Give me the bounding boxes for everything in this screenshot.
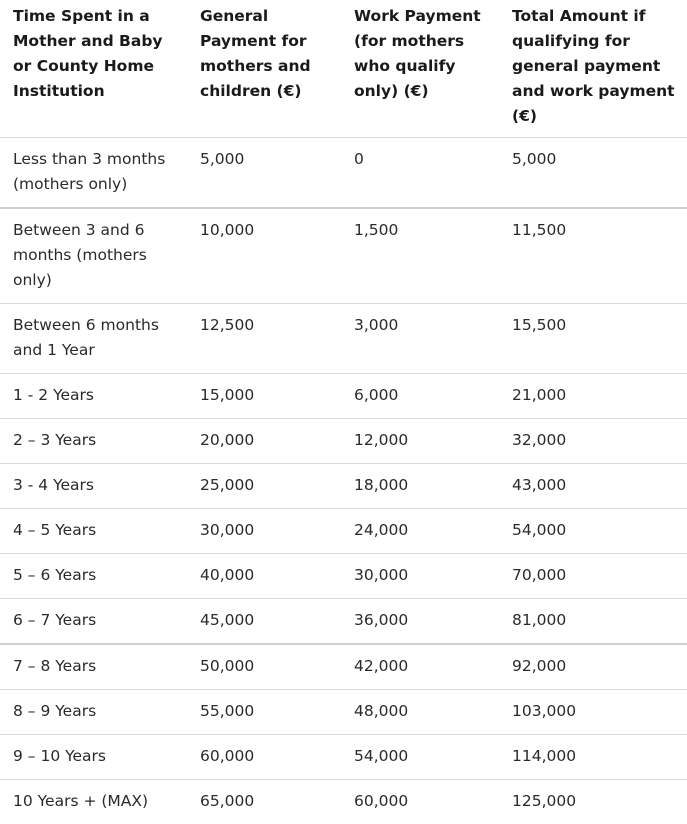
cell-work-payment: 30,000	[342, 554, 500, 599]
cell-general-payment: 45,000	[190, 599, 342, 645]
table-row	[0, 554, 687, 599]
cell-work-payment: 3,000	[342, 304, 500, 374]
cell-time-spent: 9 – 10 Years	[0, 735, 190, 780]
cell-time-spent: 6 – 7 Years	[0, 599, 190, 645]
cell-work-payment: 60,000	[342, 780, 500, 824]
cell-work-payment: 48,000	[342, 690, 500, 735]
table-row	[0, 690, 687, 735]
cell-general-payment: 65,000	[190, 780, 342, 824]
cell-total-amount: 11,500	[500, 208, 687, 304]
cell-work-payment: 24,000	[342, 509, 500, 554]
cell-total-amount: 54,000	[500, 509, 687, 554]
table-body	[0, 138, 687, 824]
header-work-payment: Work Payment (for mothers who qualify only) (€)	[342, 0, 500, 138]
cell-total-amount: 15,500	[500, 304, 687, 374]
table-header	[0, 0, 687, 138]
cell-work-payment: 18,000	[342, 464, 500, 509]
cell-time-spent: 1 - 2 Years	[0, 374, 190, 419]
header-general-payment: General Payment for mothers and children (€)	[190, 0, 342, 138]
cell-work-payment: 54,000	[342, 735, 500, 780]
cell-general-payment: 55,000	[190, 690, 342, 735]
table-row	[0, 509, 687, 554]
cell-time-spent: Between 6 months and 1 Year	[0, 304, 190, 374]
table-row	[0, 464, 687, 509]
cell-total-amount: 43,000	[500, 464, 687, 509]
cell-time-spent: 10 Years + (MAX)	[0, 780, 190, 824]
cell-total-amount: 125,000	[500, 780, 687, 824]
cell-time-spent: 5 – 6 Years	[0, 554, 190, 599]
cell-work-payment: 0	[342, 138, 500, 209]
table-row	[0, 780, 687, 824]
cell-general-payment: 30,000	[190, 509, 342, 554]
cell-work-payment: 36,000	[342, 599, 500, 645]
cell-time-spent: 4 – 5 Years	[0, 509, 190, 554]
cell-general-payment: 5,000	[190, 138, 342, 209]
cell-general-payment: 15,000	[190, 374, 342, 419]
header-total-amount: Total Amount if qualifying for general payment and work payment (€)	[500, 0, 687, 138]
cell-total-amount: 114,000	[500, 735, 687, 780]
table-row	[0, 138, 687, 209]
cell-time-spent: Between 3 and 6 months (mothers only)	[0, 208, 190, 304]
header-row	[0, 0, 687, 138]
cell-total-amount: 92,000	[500, 644, 687, 690]
cell-total-amount: 5,000	[500, 138, 687, 209]
table-row	[0, 644, 687, 690]
table-row	[0, 419, 687, 464]
cell-time-spent: 2 – 3 Years	[0, 419, 190, 464]
cell-work-payment: 42,000	[342, 644, 500, 690]
cell-total-amount: 21,000	[500, 374, 687, 419]
cell-total-amount: 103,000	[500, 690, 687, 735]
cell-general-payment: 10,000	[190, 208, 342, 304]
cell-total-amount: 70,000	[500, 554, 687, 599]
cell-work-payment: 12,000	[342, 419, 500, 464]
cell-time-spent: 3 - 4 Years	[0, 464, 190, 509]
cell-time-spent: 8 – 9 Years	[0, 690, 190, 735]
cell-general-payment: 60,000	[190, 735, 342, 780]
cell-total-amount: 81,000	[500, 599, 687, 645]
table-row	[0, 374, 687, 419]
cell-work-payment: 6,000	[342, 374, 500, 419]
cell-time-spent: 7 – 8 Years	[0, 644, 190, 690]
cell-general-payment: 50,000	[190, 644, 342, 690]
cell-general-payment: 20,000	[190, 419, 342, 464]
table-row	[0, 304, 687, 374]
cell-general-payment: 12,500	[190, 304, 342, 374]
cell-general-payment: 25,000	[190, 464, 342, 509]
table-row	[0, 208, 687, 304]
header-time-spent: Time Spent in a Mother and Baby or County Home Institution	[0, 0, 190, 138]
cell-general-payment: 40,000	[190, 554, 342, 599]
cell-time-spent: Less than 3 months (mothers only)	[0, 138, 190, 209]
cell-total-amount: 32,000	[500, 419, 687, 464]
table-row	[0, 599, 687, 645]
cell-work-payment: 1,500	[342, 208, 500, 304]
table-row	[0, 735, 687, 780]
